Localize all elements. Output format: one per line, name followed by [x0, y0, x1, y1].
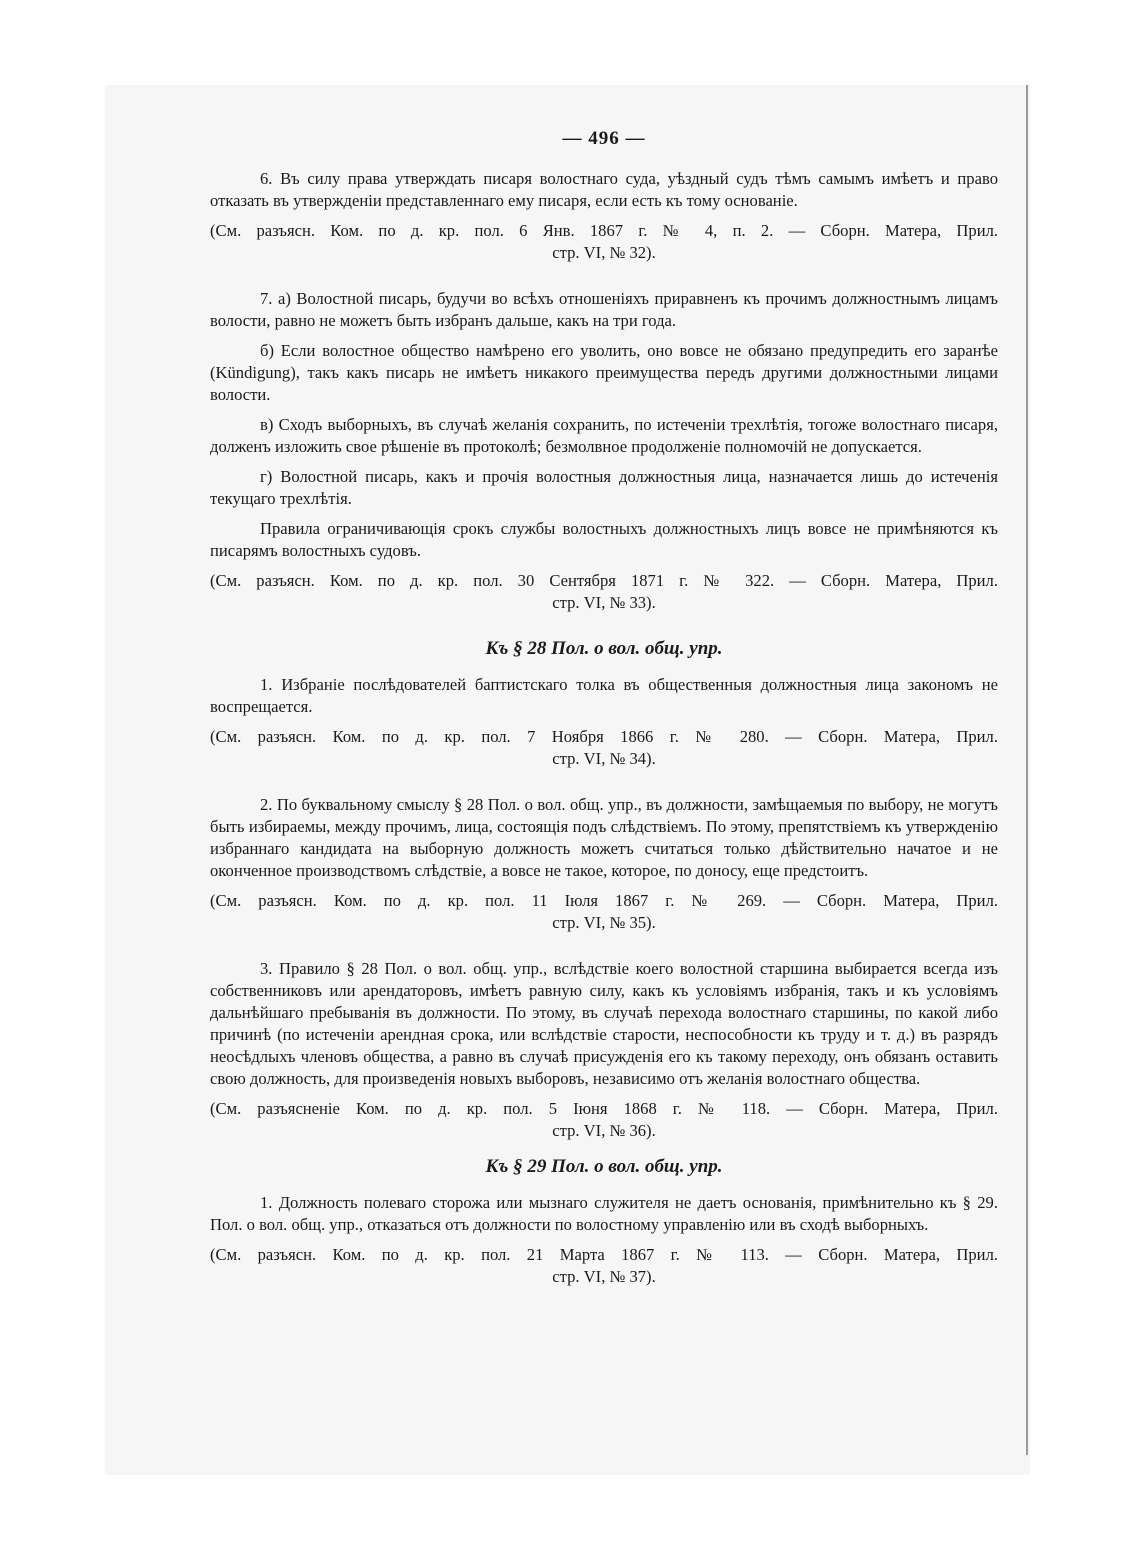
reference-32 — [210, 220, 998, 264]
paragraph-28-3: 3. Правило § 28 Пол. о вол. общ. упр., вслѣдствіе коего волостной старшина выбирается всегда изъ собственниковъ или арендаторовъ, имѣетъ равную силу, какъ къ условіямъ избранія, такъ и къ условіямъ дальнѣйшаго пребыванія въ должности. По этому, въ случаѣ перехода волостнаго старшины, по какой либо причинѣ (по истеченіи арендная срока, или вслѣдствіе старости, неспособности къ труду и т. д.) въ разрядъ неосѣдлыхъ членовъ общества, а равно въ случаѣ присужденія его къ такому переходу, онъ обязанъ оставить свою должность, для произведенія новыхъ выборовъ, независимо отъ желанія волостнаго общества. — [210, 959, 998, 1088]
paragraph-7b: б) Если волостное общество намѣрено его уволить, оно вовсе не обязано предупредить его заранѣе (Kündigung), такъ какъ писарь не имѣетъ никакого преимущества передъ другими должностными лицами волости. — [210, 341, 998, 404]
page-number: — 496 — — [562, 128, 646, 149]
reference-37 — [210, 1244, 998, 1288]
reference-line: (См. разъясн. Ком. по д. кр. пол. 21 Марта 1867 г. № 113. — Сборн. Матера, Прил. — [210, 1245, 998, 1264]
reference-line: (См. разъясн. Ком. по д. кр. пол. 6 Янв. 1867 г. № 4, п. 2. — Сборн. Матера, Прил. — [210, 221, 998, 240]
reference-33 — [210, 570, 998, 614]
reference-line: стр. VI, № 37). — [552, 1267, 656, 1286]
paragraph-6: 6. Въ силу права утверждать писаря волостнаго суда, уѣздный судъ тѣмъ самымъ имѣетъ и право отказать въ утвержденіи представленнаго ему писаря, если есть къ тому основаніе. — [210, 169, 998, 210]
reference-line: (См. разъясненіе Ком. по д. кр. пол. 5 Іюня 1868 г. № 118. — Сборн. Матера, Прил. — [210, 1099, 998, 1118]
reference-35 — [210, 890, 998, 934]
page-edge-rule — [1026, 85, 1028, 1455]
paragraph-7-rule: Правила ограничивающія срокъ службы волостныхъ должностныхъ лицъ вовсе не примѣняются къ писарямъ волостныхъ судовъ. — [210, 519, 998, 560]
reference-36 — [210, 1098, 998, 1142]
page-content — [210, 128, 998, 1312]
paragraph-28-2: 2. По буквальному смыслу § 28 Пол. о вол. общ. упр., въ должности, замѣщаемыя по выбору, не могутъ быть избираемы, между прочимъ, лица, состоящія подъ слѣдствіемъ. По этому, препятствіемъ къ утвержденію избраннаго кандидата на выборную должность можетъ считаться только дѣйствительно начатое и не оконченное производствомъ слѣдствіе, а вовсе не такое, которое, по доносу, еще предстоитъ. — [210, 795, 998, 880]
paragraph-7a: 7. а) Волостной писарь, будучи во всѣхъ отношеніяхъ приравненъ къ прочимъ должностнымъ лицамъ волости, равно не можетъ быть избранъ дальше, какъ на три года. — [210, 289, 998, 330]
reference-line: стр. VI, № 33). — [552, 593, 656, 612]
reference-line: (См. разъясн. Ком. по д. кр. пол. 11 Іюля 1867 г. № 269. — Сборн. Матера, Прил. — [210, 891, 998, 910]
reference-line: стр. VI, № 36). — [552, 1121, 656, 1140]
section-heading-29: Къ § 29 Пол. о вол. общ. упр. — [485, 1156, 723, 1177]
reference-line: стр. VI, № 32). — [552, 243, 656, 262]
paragraph-28-1: 1. Избраніе послѣдователей баптистскаго толка въ общественныя должностныя лица закономъ не воспрещается. — [210, 675, 998, 716]
section-heading-28: Къ § 28 Пол. о вол. общ. упр. — [485, 638, 723, 659]
paragraph-7d: г) Волостной писарь, какъ и прочія волостныя должностныя лица, назначается лишь до истеченія текущаго трехлѣтія. — [210, 467, 998, 508]
reference-line: (См. разъясн. Ком. по д. кр. пол. 7 Ноября 1866 г. № 280. — Сборн. Матера, Прил. — [210, 727, 998, 746]
paragraph-29-1: 1. Должность полеваго сторожа или мызнаго служителя не даетъ основанія, примѣнительно къ § 29. Пол. о вол. общ. упр., отказаться отъ должности по волостному управленію или въ сходѣ выборныхъ. — [210, 1193, 998, 1234]
reference-34 — [210, 726, 998, 770]
paragraph-7c: в) Сходъ выборныхъ, въ случаѣ желанія сохранить, по истеченіи трехлѣтія, тогоже волостнаго писаря, долженъ изложить свое рѣшеніе въ протоколѣ; безмолвное продолженіе полномочій не допускается. — [210, 415, 998, 456]
reference-line: (См. разъясн. Ком. по д. кр. пол. 30 Сентября 1871 г. № 322. — Сборн. Матера, Прил. — [210, 571, 998, 590]
reference-line: стр. VI, № 35). — [552, 913, 656, 932]
reference-line: стр. VI, № 34). — [552, 749, 656, 768]
